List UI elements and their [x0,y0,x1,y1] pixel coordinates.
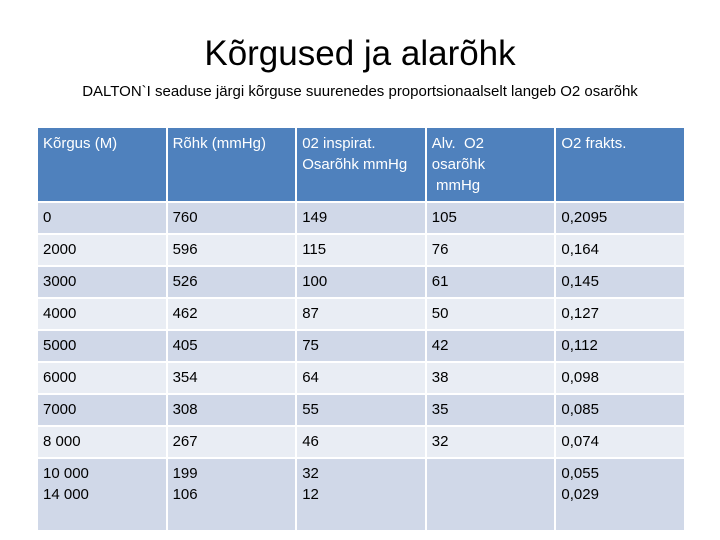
table-cell [168,427,296,457]
table-row [38,395,684,425]
table-cell [427,427,555,457]
cell-value: 76 [431,241,449,258]
column-header [556,128,684,201]
column-header [297,128,425,201]
table-cell [556,235,684,265]
table-cell [427,299,555,329]
table-header-row [38,128,684,201]
table-cell [168,203,296,233]
table-row [38,363,684,393]
table-row [38,299,684,329]
cell-value: 14 000 [43,486,89,503]
cell-value: 3000 [43,273,77,290]
header-line: 02 inspirat. [302,135,376,152]
header-line: O2 frakts. [561,135,627,152]
table-row [38,235,684,265]
table-cell [556,363,684,393]
column-header [427,128,555,201]
header-line: mmHg [431,177,481,194]
cell-value: 596 [172,241,198,258]
cell-value: 32 [431,433,449,450]
slide-title: Kõrgused ja alarõhk [204,34,516,73]
table-row [38,203,684,233]
table-row [38,427,684,457]
cell-value: 115 [302,241,327,258]
cell-value: 0,029 [561,486,599,503]
cell-value: 64 [302,369,319,386]
cell-value: 0,127 [561,305,599,322]
cell-value: 199 [172,465,198,482]
cell-value: 75 [302,337,319,354]
table-cell [427,267,555,297]
cell-value: 0,098 [561,369,599,386]
table-cell [38,395,166,425]
cell-value: 760 [172,209,198,226]
table-cell [297,427,425,457]
table-cell [297,459,425,530]
cell-value: 42 [431,337,449,354]
table-cell [168,459,296,530]
table-cell [427,395,555,425]
table-cell [168,299,296,329]
table-cell [168,363,296,393]
table-cell [297,267,425,297]
cell-value: 61 [431,273,449,290]
column-header [168,128,296,201]
table-cell [427,331,555,361]
cell-value: 5000 [43,337,77,354]
table-cell [297,299,425,329]
cell-value: 267 [172,433,198,450]
table-cell [556,331,684,361]
cell-value: 8 000 [43,433,81,450]
table-cell [556,459,684,530]
table-cell [38,203,166,233]
cell-value: 6000 [43,369,77,386]
header-line: Alv. O2 [431,135,485,152]
cell-value: 46 [302,433,319,450]
cell-value: 0,145 [561,273,599,290]
cell-value: 0,074 [561,433,599,450]
cell-value: 55 [302,401,319,418]
cell-value: 12 [302,486,319,503]
table-cell [168,267,296,297]
cell-value: 38 [431,369,449,386]
altitude-pressure-table [36,126,686,532]
cell-value: 50 [431,305,449,322]
column-header [38,128,166,201]
cell-value: 0,164 [561,241,599,258]
table-cell [556,395,684,425]
table-cell [168,395,296,425]
cell-value: 0,085 [561,401,599,418]
table-cell [297,363,425,393]
header-line: Osarõhk mmHg [302,156,408,173]
table-cell [427,459,555,530]
table-cell [297,395,425,425]
cell-value: 106 [172,486,198,503]
slide-subtitle: DALTON`I seaduse järgi kõrguse suurenedes proportsionaalselt langeb O2 osarõhk [82,83,638,100]
cell-value: 105 [431,209,457,226]
cell-value: 405 [172,337,198,354]
header-line: Rõhk (mmHg) [172,135,266,152]
cell-value: 0,2095 [561,209,608,226]
header-line: Kõrgus (M) [43,135,118,152]
table-cell [168,331,296,361]
table-cell [556,267,684,297]
cell-value: 2000 [43,241,77,258]
cell-value: 308 [172,401,198,418]
cell-value: 4000 [43,305,77,322]
table-cell [38,459,166,530]
table-cell [297,235,425,265]
table-cell [427,203,555,233]
table-cell [38,299,166,329]
cell-value: 526 [172,273,198,290]
cell-value: 462 [172,305,198,322]
table-cell [556,203,684,233]
table-row [38,459,684,530]
table-cell [168,235,296,265]
table-cell [38,363,166,393]
cell-value: 7000 [43,401,77,418]
cell-value: 0 [43,209,52,226]
cell-value: 35 [431,401,449,418]
table-cell [556,427,684,457]
table-cell [556,299,684,329]
cell-value: 0,112 [561,337,598,354]
cell-value: 0,055 [561,465,599,482]
table-cell [427,363,555,393]
table-cell [38,267,166,297]
table-cell [38,235,166,265]
table-cell [297,203,425,233]
cell-value: 149 [302,209,328,226]
table-cell [297,331,425,361]
cell-value: 10 000 [43,465,89,482]
table-row [38,267,684,297]
table-row [38,331,684,361]
table-cell [427,235,555,265]
cell-value: 354 [172,369,198,386]
cell-value: 32 [302,465,319,482]
cell-value: 100 [302,273,328,290]
table-cell [38,331,166,361]
header-line: osarõhk [431,156,486,173]
table-cell [38,427,166,457]
cell-value: 87 [302,305,319,322]
